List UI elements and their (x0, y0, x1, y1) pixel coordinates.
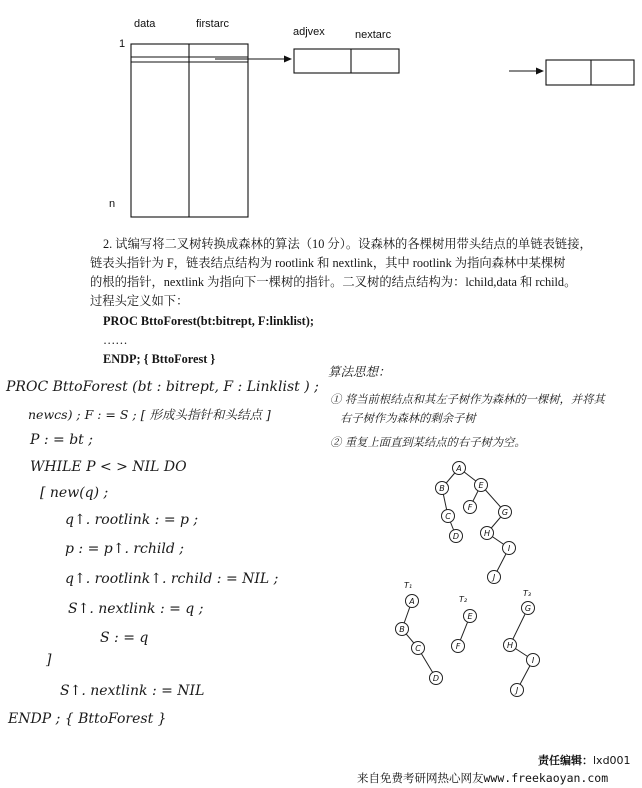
ellipsis: …… (103, 333, 128, 347)
code-line-12: S↑. nextlink : = NIL (60, 683, 205, 699)
svg-text:J: J (492, 573, 496, 582)
svg-text:F: F (467, 503, 473, 512)
svg-text:D: D (432, 674, 440, 683)
code-line-6: q↑. rootlink : = p ; (65, 512, 199, 528)
code-line-9: S↑. nextlink : = q ; (68, 601, 204, 617)
code-line-3: P : = bt ; (30, 432, 93, 448)
problem-line-3: 的根的指针，nextlink 为指向下一棵树的指针。二叉树的结点结构为：lchild,data 和 rchild。 (90, 275, 577, 289)
header-data-label: data (134, 18, 156, 30)
notes-point-1-line-1: ① 将当前根结点和其左子树作为森林的一棵树，并将其 (330, 393, 605, 406)
problem-line-4: 过程头定义如下： (90, 294, 189, 308)
problem-line-1: 2. 试编写将二叉树转换成森林的算法（10 分）。设森林的各棵树用带头结点的单链表链接， (103, 237, 592, 251)
code-line-7: p : = p↑. rchild ; (65, 541, 184, 557)
procedure-end: ENDP; { BttoForest } (103, 352, 216, 366)
svg-text:I: I (507, 544, 511, 553)
editor-credit (538, 752, 631, 768)
svg-text:B: B (399, 625, 405, 634)
code-line-11: ] (46, 652, 52, 668)
source-url[interactable]: www.freekaoyan.com (483, 771, 609, 785)
svg-text:G: G (524, 604, 532, 613)
procedure-header: PROC BttoForest(bt:bitrept, F:linklist); (103, 314, 314, 328)
svg-text:H: H (506, 641, 514, 650)
code-line-10: S : = q (100, 630, 149, 646)
notes-point-2: ② 重复上面直到某结点的右子树为空。 (330, 436, 526, 449)
forest-t1-label: T₁ (404, 581, 413, 590)
svg-text:D: D (452, 532, 460, 541)
svg-text:E: E (478, 481, 484, 490)
source-label: 来自免费考研网热心网友 (357, 771, 484, 785)
svg-text:A: A (456, 464, 462, 473)
editor-name: lxd001 (593, 754, 631, 767)
editor-label: 责任编辑： (538, 754, 593, 767)
svg-text:I: I (531, 656, 535, 665)
svg-text:J: J (515, 686, 519, 695)
code-line-1: PROC BttoForest (bt : bitrept, F : Linklist ) ; (6, 379, 319, 395)
header-adjvex-label: adjvex (293, 26, 325, 38)
code-line-5: [ new(q) ; (40, 485, 109, 501)
svg-text:B: B (439, 484, 445, 493)
svg-text:G: G (501, 508, 509, 517)
forest-t3-label: T₃ (523, 589, 532, 598)
svg-text:A: A (409, 597, 415, 606)
code-line-8: q↑. rootlink↑. rchild : = NIL ; (65, 571, 279, 587)
svg-text:C: C (445, 512, 451, 521)
row-last-label: n (109, 198, 116, 210)
svg-text:C: C (415, 644, 421, 653)
svg-text:F: F (455, 642, 461, 651)
code-line-13: ENDP ; { BttoForest } (8, 711, 167, 727)
svg-text:E: E (467, 612, 473, 621)
notes-title: 算法思想： (328, 364, 391, 379)
header-nextarc-label: nextarc (355, 29, 392, 41)
header-firstarc-label: firstarc (196, 18, 229, 30)
notes-point-1-line-2: 右子树作为森林的剩余子树 (340, 412, 476, 425)
row-first-label: 1 (119, 38, 126, 50)
code-line-4: WHILE P < > NIL DO (30, 459, 187, 475)
svg-text:H: H (483, 529, 491, 538)
forest-t2-label: T₂ (459, 595, 468, 604)
problem-line-2: 链表头指针为 F，链表结点结构为 rootlink 和 nextlink，其中 rootlink 为指向森林中某棵树 (90, 256, 566, 270)
code-line-2: newcs) ; F : = S ; [ 形成头指针和头结点 ] (28, 407, 271, 422)
source-footer (357, 770, 608, 786)
